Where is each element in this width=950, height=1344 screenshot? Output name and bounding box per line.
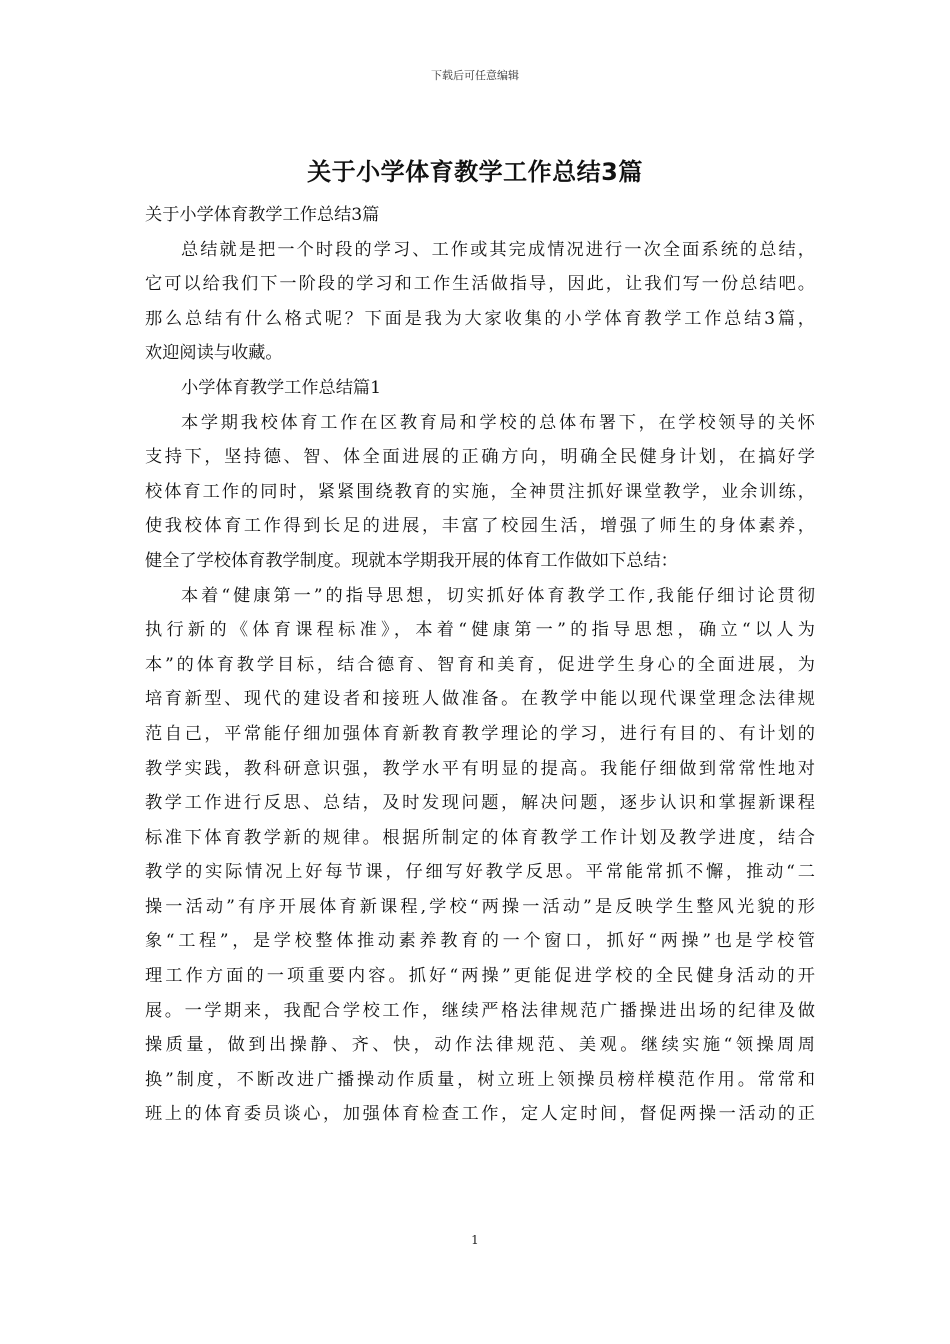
section-heading: 小学体育教学工作总结篇1	[181, 377, 381, 398]
text-line: 执行新的《体育课程标准》，本着“健康第一”的指导思想，确立“以人为	[145, 620, 815, 641]
text-line: 健全了学校体育教学制度。现就本学期我开展的体育工作做如下总结：	[145, 550, 678, 571]
page-header: 下载后可任意编辑	[431, 69, 519, 82]
document-body	[145, 198, 815, 1132]
page-number: 1	[471, 1233, 479, 1247]
intro-paragraph	[145, 233, 815, 371]
text-line: 象“工程”，是学校整体推动素养教育的一个窗口，抓好“两操”也是学校管	[145, 931, 815, 952]
document-subtitle: 关于小学体育教学工作总结3篇	[145, 205, 380, 225]
text-line: 教学实践，教科研意识强，教学水平有明显的提高。我能仔细做到常常性地对	[145, 758, 815, 779]
text-line: 班上的体育委员谈心，加强体育检查工作，定人定时间，督促两操一活动的正	[145, 1104, 815, 1125]
text-line: 换”制度，不断改进广播操动作质量，树立班上领操员榜样模范作用。常常和	[145, 1069, 815, 1090]
text-line: 操一活动”有序开展体育新课程,学校“两操一活动”是反映学生整风光貌的形	[145, 896, 815, 917]
text-line: 支持下，坚持德、智、体全面进展的正确方向，明确全民健身计划，在搞好学	[145, 447, 815, 468]
text-line: 标准下体育教学新的规律。根据所制定的体育教学工作计划及教学进度，结合	[145, 827, 815, 848]
text-line: 范自己，平常能仔细加强体育新教育教学理论的学习，进行有目的、有计划的	[145, 723, 815, 744]
text-line: 培育新型、现代的建设者和接班人做准备。在教学中能以现代课堂理念法律规	[145, 689, 815, 710]
document-title: 关于小学体育教学工作总结3篇	[307, 158, 643, 186]
paragraph-1	[145, 406, 815, 579]
text-line: 那么总结有什么格式呢？下面是我为大家收集的小学体育教学工作总结3篇，	[145, 308, 815, 329]
text-line: 操质量，做到出操静、齐、快，动作法律规范、美观。继续实施“领操周周	[145, 1035, 815, 1056]
text-line: 欢迎阅读与收藏。	[145, 343, 283, 364]
text-line: 理工作方面的一项重要内容。抓好“两操”更能促进学校的全民健身活动的开	[145, 966, 815, 987]
text-line: 本着“健康第一”的指导思想，切实抓好体育教学工作,我能仔细讨论贯彻	[181, 585, 815, 606]
text-line: 校体育工作的同时，紧紧围绕教育的实施，全神贯注抓好课堂教学，业余训练，	[145, 481, 815, 502]
text-line: 本学期我校体育工作在区教育局和学校的总体布署下，在学校领导的关怀	[181, 412, 815, 433]
text-line: 它可以给我们下一阶段的学习和工作生活做指导，因此，让我们写一份总结吧。	[145, 274, 815, 295]
text-line: 教学的实际情况上好每节课，仔细写好教学反思。平常能常抓不懈，推动“二	[145, 862, 815, 883]
text-line: 教学工作进行反思、总结，及时发现问题，解决问题，逐步认识和掌握新课程	[145, 793, 815, 814]
text-line: 使我校体育工作得到长足的进展，丰富了校园生活，增强了师生的身体素养，	[145, 516, 815, 537]
text-line: 展。一学期来，我配合学校工作，继续严格法律规范广播操进出场的纪律及做	[145, 1000, 815, 1021]
paragraph-2	[145, 579, 815, 1133]
text-line: 本”的体育教学目标，结合德育、智育和美育，促进学生身心的全面进展，为	[145, 654, 815, 675]
text-line: 总结就是把一个时段的学习、工作或其完成情况进行一次全面系统的总结，	[181, 239, 815, 260]
